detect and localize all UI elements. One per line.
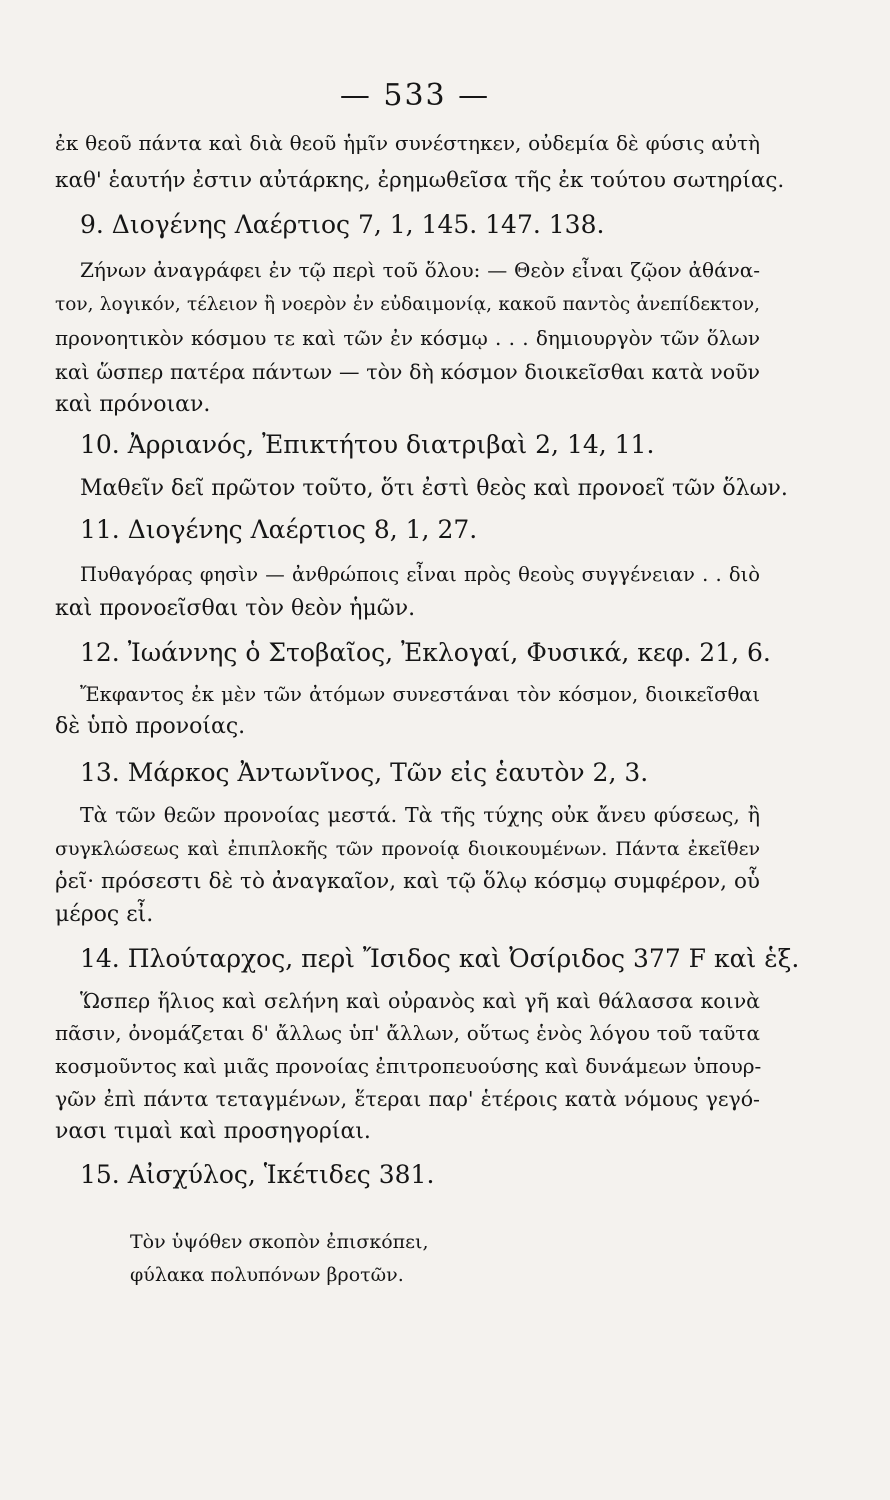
section-heading-11: 11. Διογένης Λαέρτιος 8, 1, 27.: [80, 515, 478, 544]
section-heading-15: 15. Αἰσχύλος, Ἱκέτιδες 381.: [80, 1160, 435, 1189]
section-heading-9: 9. Διογένης Λαέρτιος 7, 1, 145. 147. 138.: [80, 210, 605, 239]
text-line: ἐκ θεοῦ πάντα καὶ διὰ θεοῦ ἡμῖν συνέστηκεν, οὐδεμία δὲ φύσις αὐτὴ: [55, 131, 760, 155]
section-heading-13: 13. Μάρκος Ἀντωνῖνος, Τῶν εἰς ἑαυτὸν 2, 3.: [80, 758, 649, 787]
text-line: Ὥσπερ ἥλιος καὶ σελήνη καὶ οὐρανὸς καὶ γῆ καὶ θάλασσα κοινὰ: [80, 989, 760, 1013]
section-heading-12: 12. Ἰωάννης ὁ Στοβαῖος, Ἐκλογαί, Φυσικά, κεφ. 21, 6.: [80, 638, 771, 667]
text-line: Μαθεῖν δεῖ πρῶτον τοῦτο, ὅτι ἐστὶ θεὸς καὶ προνοεῖ τῶν ὅλων.: [80, 476, 788, 501]
section-heading-10: 10. Ἀρριανός, Ἐπικτήτου διατριβαὶ 2, 14, 11.: [80, 430, 655, 459]
text-line: καὶ προνοεῖσθαι τὸν θεὸν ἡμῶν.: [55, 596, 416, 621]
section-heading-14: 14. Πλούταρχος, περὶ Ἴσιδος καὶ Ὀσίριδος 377 F καὶ ἑξ.: [80, 944, 800, 973]
text-line: Ζήνων ἀναγράφει ἐν τῷ περὶ τοῦ ὅλου: — Θεὸν εἶναι ζῷον ἀθάνα-: [80, 258, 760, 282]
text-line: ῥεῖ· πρόσεστι δὲ τὸ ἀναγκαῖον, καὶ τῷ ὅλῳ κόσμῳ συμφέρον, οὗ: [55, 869, 760, 894]
text-line: πᾶσιν, ὀνομάζεται δ' ἄλλως ὑπ' ἄλλων, οὕτως ἑνὸς λόγου τοῦ ταῦτα: [55, 1021, 760, 1045]
text-line: προνοητικὸν κόσμου τε καὶ τῶν ἐν κόσμῳ . . . δημιουργὸν τῶν ὅλων: [55, 326, 760, 350]
text-line: Πυθαγόρας φησὶν — ἀνθρώποις εἶναι πρὸς θεοὺς συγγένειαν . . διὸ: [80, 563, 760, 586]
page-number: — 533 —: [339, 78, 491, 113]
text-line: δὲ ὑπὸ προνοίας.: [55, 714, 246, 739]
text-line: γῶν ἐπὶ πάντα τεταγμένων, ἕτεραι παρ' ἑτέροις κατὰ νόμους γεγό-: [55, 1087, 760, 1111]
text-line: κοσμοῦντος καὶ μιᾶς προνοίας ἐπιτροπευούσης καὶ δυνάμεων ὑπουρ-: [55, 1054, 762, 1078]
text-line: Ἔκφαντος ἐκ μὲν τῶν ἀτόμων συνεστάναι τὸν κόσμον, διοικεῖσθαι: [80, 683, 760, 706]
text-line: συγκλώσεως καὶ ἐπιπλοκῆς τῶν προνοίᾳ διοικουμένων. Πάντα ἐκεῖθεν: [55, 838, 760, 860]
verse-line: φύλακα πολυπόνων βροτῶν.: [130, 1264, 404, 1286]
text-line: καὶ πρόνοιαν.: [55, 392, 211, 417]
text-line: Τὰ τῶν θεῶν προνοίας μεστά. Τὰ τῆς τύχης οὐκ ἄνευ φύσεως, ἢ: [80, 803, 760, 827]
verse-line: Τὸν ὑψόθεν σκοπὸν ἐπισκόπει,: [130, 1231, 429, 1253]
text-line: μέρος εἶ.: [55, 902, 154, 927]
text-line: καὶ ὥσπερ πατέρα πάντων — τὸν δὴ κόσμον διοικεῖσθαι κατὰ νοῦν: [55, 360, 760, 384]
text-line: νασι τιμαὶ καὶ προσηγορίαι.: [55, 1119, 371, 1144]
text-line: καθ' ἑαυτήν ἐστιν αὐτάρκης, ἐρημωθεῖσα τῆς ἐκ τούτου σωτηρίας.: [55, 168, 785, 193]
text-line: τον, λογικόν, τέλειον ἢ νοερὸν ἐν εὐδαιμονίᾳ, κακοῦ παντὸς ἀνεπίδεκτον,: [55, 294, 760, 315]
